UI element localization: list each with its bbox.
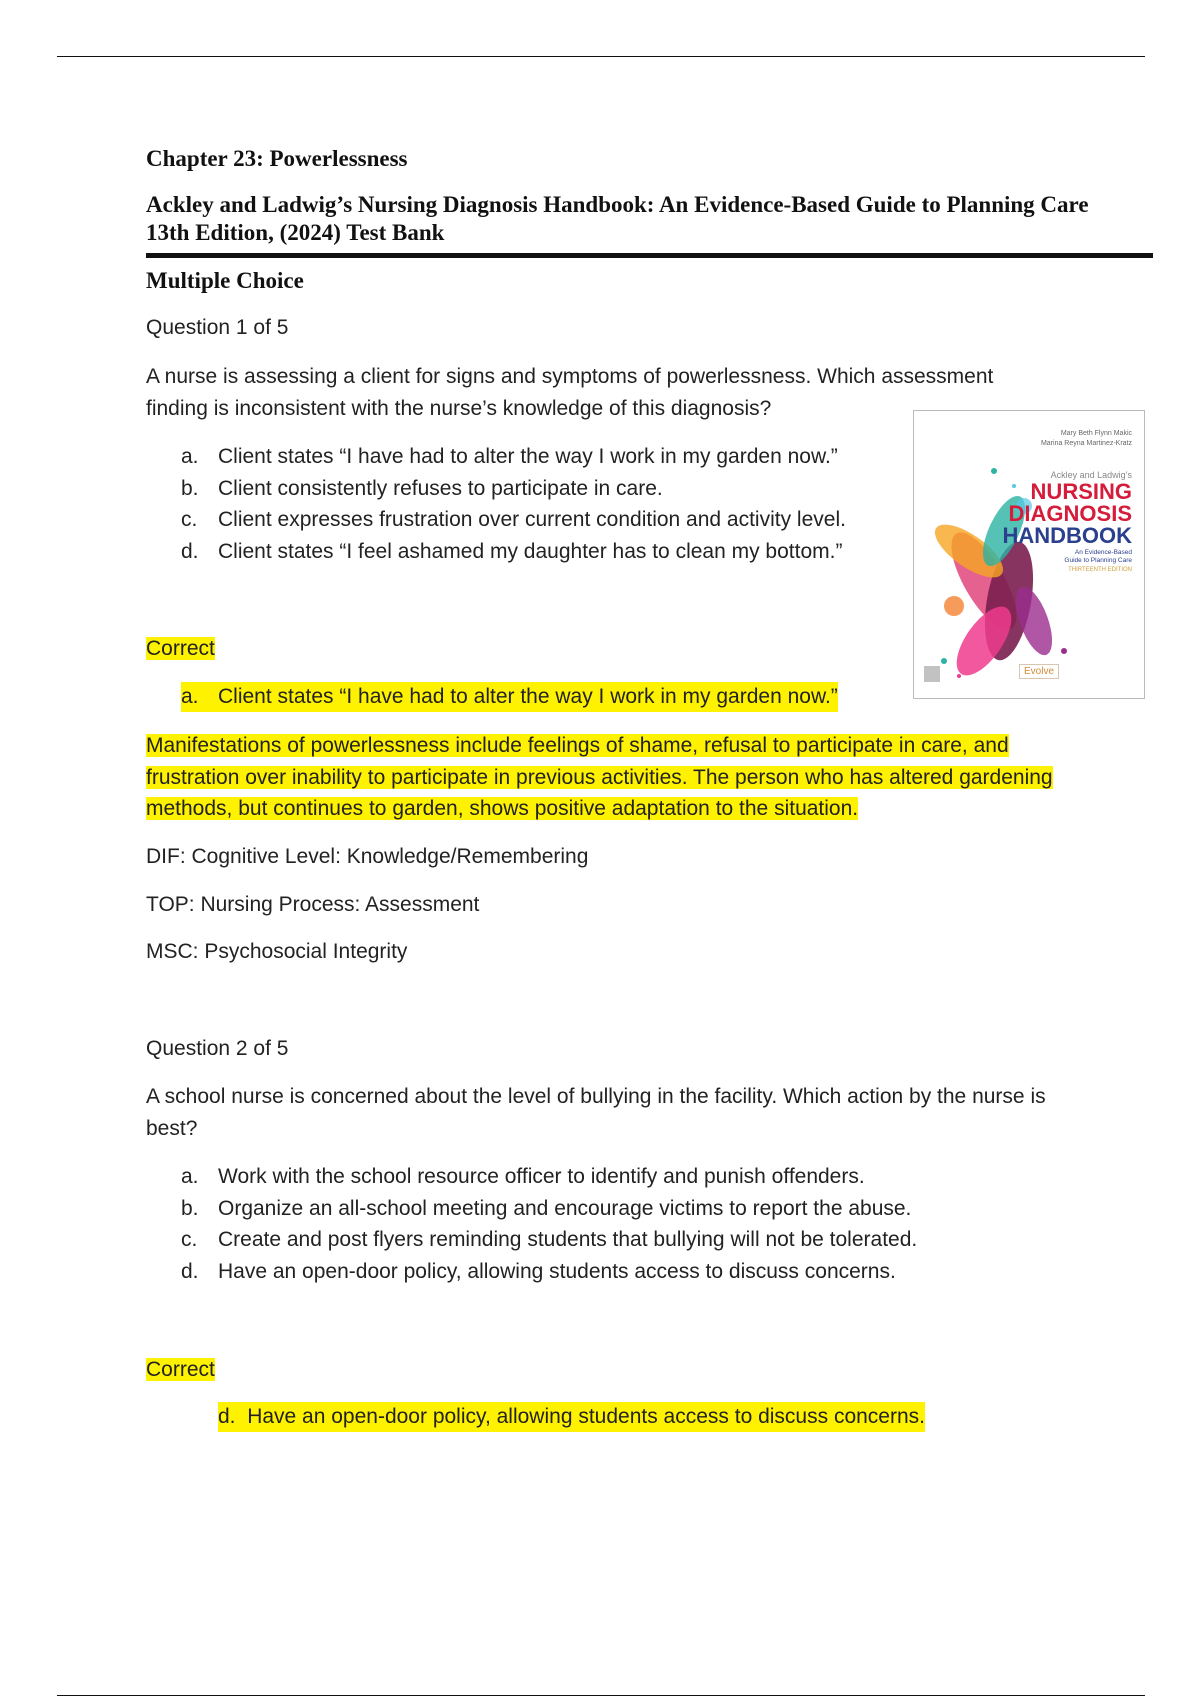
cover-title-2: DIAGNOSIS	[1008, 501, 1132, 526]
cover-edition: THIRTEENTH EDITION	[1068, 567, 1132, 573]
book-cover-image	[913, 410, 1145, 699]
question-1-msc: MSC: Psychosocial Integrity	[146, 940, 408, 963]
choice-a: a. Work with the school resource officer to identify and punish offenders.	[181, 1165, 865, 1188]
cover-series: Ackley and Ladwig’s	[1050, 470, 1132, 480]
question-1-answer: a. Client states “I have had to alter the way I work in my garden now.”	[181, 682, 838, 712]
choice-b: b. Client consistently refuses to participate in care.	[181, 476, 663, 500]
question-1-dif: DIF: Cognitive Level: Knowledge/Remembering	[146, 845, 589, 868]
question-1-correct-label: Correct	[146, 637, 215, 660]
title-divider	[146, 253, 1153, 258]
question-1-top: TOP: Nursing Process: Assessment	[146, 893, 480, 916]
cover-authors: Mary Beth Flynn Makic Marina Reyna Martinez-Kratz	[1040, 430, 1132, 447]
question-2-stem: A school nurse is concerned about the level of bullying in the facility. Which action by the nurse is best?	[146, 1085, 1046, 1140]
book-title: Ackley and Ladwig’s Nursing Diagnosis Handbook: An Evidence-Based Guide to Planning Care 13th Edition, (2024) Test Bank	[146, 192, 1089, 245]
choice-b: b. Organize an all-school meeting and encourage victims to report the abuse.	[181, 1196, 912, 1220]
question-1-number: Question 1 of 5	[146, 316, 289, 339]
section-heading: Multiple Choice	[146, 268, 304, 293]
chapter-heading: Chapter 23: Powerlessness	[146, 146, 408, 171]
cover-evolve-badge: Evolve	[1019, 664, 1059, 679]
question-2-number: Question 2 of 5	[146, 1037, 289, 1060]
choice-d: d. Have an open-door policy, allowing students access to discuss concerns.	[181, 1259, 896, 1283]
cover-subtitle: An Evidence-Based Guide to Planning Care	[1064, 549, 1132, 564]
top-rule	[57, 56, 1145, 57]
question-1-stem: A nurse is assessing a client for signs and symptoms of powerlessness. Which assessment finding is inconsistent with the nurse’s knowledge of this diagnosis?	[146, 365, 994, 420]
question-1-rationale: Manifestations of powerlessness include feelings of shame, refusal to participate in care, and frustration over inability to participate in previous activities. The person who has altered gardening methods, but continues to garden, shows positive adaptation to the situation.	[146, 734, 1053, 820]
choice-a: a. Client states “I have had to alter the way I work in my garden now.”	[181, 445, 838, 468]
bottom-rule	[57, 1695, 1145, 1696]
cover-title-3: HANDBOOK	[1002, 523, 1132, 548]
question-2-answer: d. Have an open-door policy, allowing students access to discuss concerns.	[218, 1402, 925, 1432]
question-2-correct-label: Correct	[146, 1358, 215, 1381]
choice-c: c. Client expresses frustration over current condition and activity level.	[181, 508, 846, 531]
choice-c: c. Create and post flyers reminding students that bullying will not be tolerated.	[181, 1228, 918, 1251]
cover-title-1: NURSING	[1030, 479, 1132, 504]
choice-d: d. Client states “I feel ashamed my daughter has to clean my bottom.”	[181, 539, 843, 563]
question-2-choices	[181, 1161, 917, 1287]
question-1-choices	[181, 441, 846, 567]
